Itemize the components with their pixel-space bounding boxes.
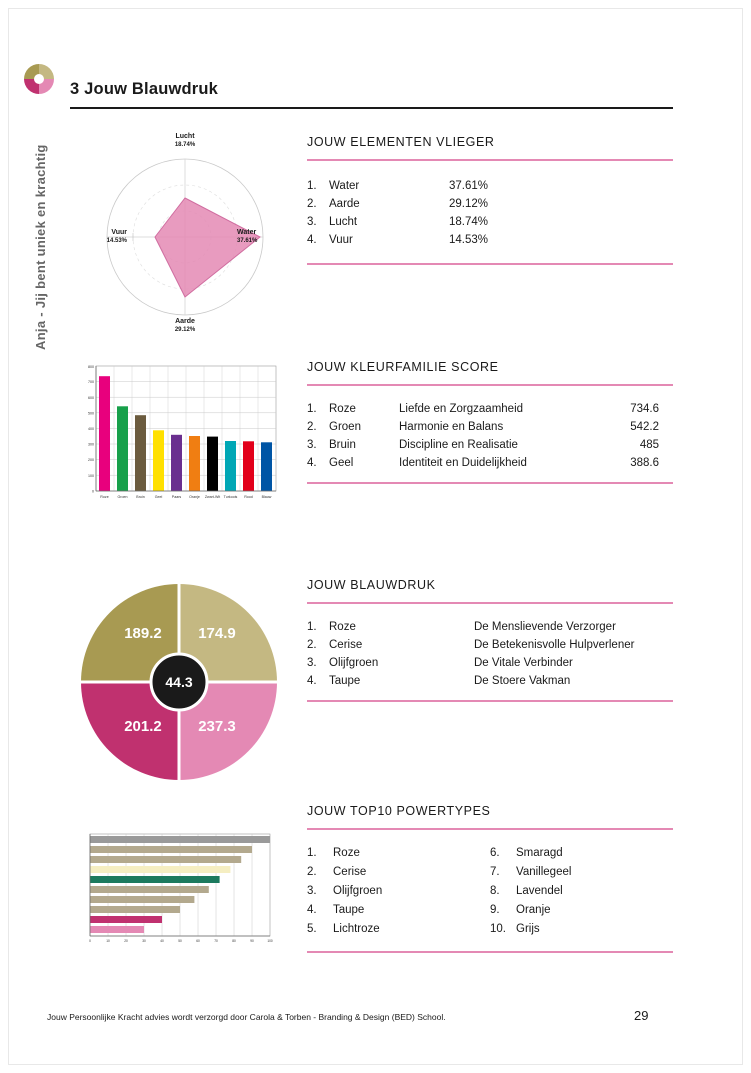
svg-text:90: 90 [250, 939, 254, 943]
row-index: 3. [307, 657, 317, 669]
table-row [307, 654, 673, 672]
pie-value-bottom-left: 201.2 [124, 718, 162, 735]
list-index: 4. [307, 234, 317, 246]
row-name: Roze [329, 403, 356, 415]
list-index: 3. [307, 885, 317, 897]
list-name: Vanillegeel [516, 866, 572, 878]
pie-center-value: 44.3 [165, 674, 193, 690]
svg-text:Oranje: Oranje [189, 495, 200, 499]
row-index: 3. [307, 439, 317, 451]
svg-text:Bruin: Bruin [136, 495, 145, 499]
svg-text:30: 30 [142, 939, 146, 943]
list-name: Cerise [333, 866, 367, 878]
list-name: Lucht [329, 216, 358, 228]
svg-text:300: 300 [88, 442, 94, 447]
svg-text:Rood: Rood [244, 495, 253, 499]
svg-text:0: 0 [92, 489, 94, 494]
radar-label-vuur: Vuur 14.53% [106, 229, 127, 244]
row-value: 542.2 [630, 421, 659, 433]
svg-text:800: 800 [88, 365, 94, 369]
list-name: Grijs [516, 923, 540, 935]
table-row [307, 418, 673, 436]
blueprint-pie-chart [75, 578, 283, 786]
list-index: 10. [490, 923, 506, 935]
table-row [307, 636, 673, 654]
radar-label-water: Water 37.61% [237, 229, 258, 244]
elements-rule-bottom [307, 263, 673, 265]
elements-section [307, 135, 673, 265]
list-item [307, 213, 673, 231]
list-index: 1. [307, 180, 317, 192]
row-description: De Menslievende Verzorger [474, 621, 616, 633]
row-description: Harmonie en Balans [399, 421, 504, 433]
elements-radar-chart [85, 120, 285, 335]
top10-rule-bottom [307, 951, 673, 953]
list-item [307, 920, 490, 939]
list-value: 14.53% [449, 234, 489, 246]
row-name: Bruin [329, 439, 356, 451]
row-index: 2. [307, 639, 317, 651]
svg-text:Turkoois: Turkoois [223, 495, 238, 499]
list-item [307, 863, 490, 882]
list-index: 1. [307, 847, 317, 859]
logo-icon [22, 62, 56, 96]
list-name: Water [329, 180, 360, 192]
list-index: 2. [307, 198, 317, 210]
side-band [22, 110, 56, 350]
svg-text:Blauw: Blauw [261, 495, 272, 499]
side-band-label: Anja - Jij bent uniek en krachtig [33, 144, 48, 350]
table-row [307, 454, 673, 472]
list-item [490, 844, 673, 863]
list-name: Lavendel [516, 885, 563, 897]
elements-list [307, 161, 673, 263]
elements-title: JOUW ELEMENTEN VLIEGER [307, 135, 495, 149]
list-item [307, 231, 673, 249]
radar-label-aarde: Aarde 29.12% [174, 318, 196, 333]
top10-left-column [307, 844, 490, 939]
svg-text:40: 40 [160, 939, 164, 943]
list-name: Taupe [333, 904, 365, 916]
svg-text:80: 80 [232, 939, 236, 943]
list-index: 6. [490, 847, 500, 859]
colorfamily-rule-bottom [307, 482, 673, 484]
list-item [490, 863, 673, 882]
svg-text:100: 100 [267, 939, 273, 943]
header-divider [70, 107, 673, 109]
row-value: 734.6 [630, 403, 659, 415]
row-description: Identiteit en Duidelijkheid [399, 457, 527, 469]
svg-text:600: 600 [88, 395, 94, 400]
row-name: Roze [329, 621, 356, 633]
svg-text:200: 200 [88, 458, 94, 463]
list-name: Vuur [329, 234, 353, 246]
radar-label-lucht: Lucht 18.74% [174, 133, 196, 148]
row-index: 4. [307, 457, 317, 469]
svg-text:50: 50 [178, 939, 182, 943]
svg-text:0: 0 [89, 939, 91, 943]
blueprint-rule-bottom [307, 700, 673, 702]
row-description: De Stoere Vakman [474, 675, 571, 687]
colorfamily-bar-chart [78, 362, 288, 522]
svg-text:Zwart-Wit: Zwart-Wit [204, 495, 221, 499]
colorfamily-list [307, 386, 673, 482]
list-index: 8. [490, 885, 500, 897]
list-item [307, 882, 490, 901]
svg-text:Paars: Paars [171, 495, 182, 499]
svg-text:60: 60 [196, 939, 200, 943]
blueprint-list [307, 604, 673, 700]
table-row [307, 618, 673, 636]
row-index: 4. [307, 675, 317, 687]
svg-text:400: 400 [88, 427, 94, 431]
row-description: De Betekenisvolle Hulpverlener [474, 639, 635, 651]
list-index: 2. [307, 866, 317, 878]
row-description: Liefde en Zorgzaamheid [399, 403, 524, 415]
row-value: 485 [639, 439, 659, 451]
list-item [307, 177, 673, 195]
list-value: 29.12% [449, 198, 489, 210]
table-row [307, 400, 673, 418]
list-item [490, 882, 673, 901]
colorfamily-section [307, 360, 673, 484]
top10-bar-chart [78, 832, 283, 950]
list-index: 9. [490, 904, 500, 916]
svg-text:20: 20 [124, 939, 128, 943]
list-name: Aarde [329, 198, 360, 210]
list-name: Olijfgroen [333, 885, 383, 897]
row-index: 1. [307, 621, 317, 633]
list-item [490, 920, 673, 939]
page-title: 3 Jouw Blauwdruk [70, 80, 219, 98]
svg-text:Groen: Groen [117, 495, 128, 499]
list-item [307, 195, 673, 213]
pie-value-bottom-right: 237.3 [198, 718, 236, 735]
list-name: Roze [333, 847, 360, 859]
list-index: 3. [307, 216, 317, 228]
row-index: 2. [307, 421, 317, 433]
row-name: Taupe [329, 675, 361, 687]
row-value: 388.6 [630, 457, 659, 469]
list-index: 5. [307, 923, 317, 935]
svg-text:70: 70 [214, 939, 218, 943]
list-name: Smaragd [516, 847, 563, 859]
svg-text:500: 500 [88, 411, 94, 416]
row-name: Geel [329, 457, 354, 469]
pie-value-top-right: 174.9 [198, 625, 236, 642]
svg-text:Roze: Roze [100, 495, 109, 499]
list-name: Lichtroze [333, 923, 380, 935]
table-row [307, 672, 673, 690]
list-value: 18.74% [449, 216, 489, 228]
row-name: Groen [329, 421, 361, 433]
page-number: 29 [634, 1008, 649, 1023]
svg-text:Geel: Geel [154, 495, 163, 499]
list-index: 7. [490, 866, 500, 878]
list-item [307, 901, 490, 920]
row-index: 1. [307, 403, 317, 415]
list-item [490, 901, 673, 920]
table-row [307, 436, 673, 454]
svg-text:10: 10 [106, 939, 110, 943]
list-name: Oranje [516, 904, 551, 916]
svg-text:100: 100 [88, 473, 94, 478]
list-item [307, 844, 490, 863]
top10-right-column [490, 844, 673, 939]
top10-list [307, 830, 673, 951]
svg-text:700: 700 [88, 380, 94, 385]
blueprint-title: JOUW BLAUWDRUK [307, 578, 436, 592]
row-description: De Vitale Verbinder [474, 657, 573, 669]
row-description: Discipline en Realisatie [399, 439, 518, 451]
row-name: Olijfgroen [329, 657, 379, 669]
colorfamily-title: JOUW KLEURFAMILIE SCORE [307, 360, 499, 374]
list-value: 37.61% [449, 180, 489, 192]
top10-section [307, 804, 673, 953]
footer-note: Jouw Persoonlijke Kracht advies wordt verzorgd door Carola & Torben - Branding & Design (BED) School. [47, 1012, 446, 1022]
pie-value-top-left: 189.2 [124, 625, 162, 642]
list-index: 4. [307, 904, 317, 916]
top10-title: JOUW TOP10 POWERTYPES [307, 804, 491, 818]
blueprint-section [307, 578, 673, 702]
row-name: Cerise [329, 639, 363, 651]
